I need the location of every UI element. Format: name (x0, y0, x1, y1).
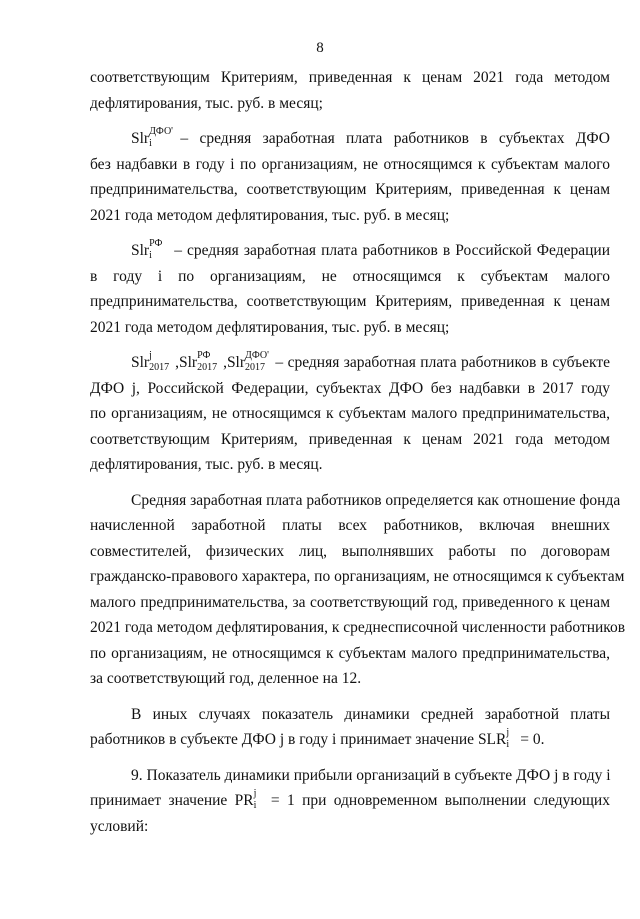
text-fragment: = 1 при одновременном выполнении следующих (263, 792, 610, 809)
symbol-base: Slr (178, 354, 198, 371)
text-line: 2021 года методом дефлятирования, тыс. руб. в месяц; (90, 206, 450, 224)
text-line: соответствующим Критериям, приведенная к ценам 2021 года методом (90, 430, 610, 448)
text-line: дефлятирования, тыс. руб. в месяц. (90, 456, 323, 473)
paragraph-start: В иных случаях показатель динамики средней заработной платы (131, 705, 610, 723)
text-line: предпринимательства, соответствующим Критериям, приведенная к ценам (90, 181, 610, 198)
text-line: за соответствующий год, деленное на 12. (90, 670, 362, 687)
text-line: соответствующим Критериям, приведенная к ценам 2021 года методом (90, 69, 610, 86)
text-fragment: работников в субъекте ДФО j в году i принимает значение (90, 731, 478, 748)
separator: , (223, 354, 227, 371)
definition-slr-dfo (90, 126, 610, 152)
text-line: совместителей, физических лиц, выполнявших работы по договорам (90, 542, 610, 560)
formula-line-slr (90, 727, 610, 753)
symbol-indices (149, 238, 169, 262)
symbol-sup: ДФО' (149, 126, 173, 138)
page-number: 8 (316, 40, 324, 56)
symbol-sup: j (506, 727, 510, 739)
symbol-sub: i (149, 250, 152, 262)
symbol-sup: j (149, 350, 152, 362)
text-line: по организациям, не относящимся к субъектам малого предпринимательства, (90, 405, 610, 422)
text-line: 2021 года методом дефлятирования, тыс. руб. в месяц; (90, 318, 450, 336)
symbol-sup: j (253, 788, 257, 800)
symbol-indices (149, 350, 175, 374)
paragraph-start: 9. Показатель динамики прибыли организаций в субъекте ДФО j в году i (131, 766, 611, 784)
symbol-sub: 2017 (149, 362, 170, 374)
symbol-base: Slr (131, 354, 150, 371)
symbol-sub: i (149, 138, 152, 150)
text-line: без надбавки в году i по организациям, не относящимся к субъектам малого (90, 155, 610, 173)
symbol-sup: РФ (197, 350, 211, 362)
text-line: условий: (90, 817, 149, 835)
text-line: по организациям, не относящимся к субъектам малого предпринимательства, (90, 644, 610, 662)
symbol-indices (197, 350, 223, 374)
definition-text: – средняя заработная плата работников в субъектах ДФО (169, 130, 610, 147)
text-line: малого предпринимательства, за соответствующий год, приведенного к ценам (90, 593, 610, 611)
text-line: дефлятирования, тыс. руб. в месяц; (90, 94, 323, 112)
symbol-base: Slr (226, 354, 246, 371)
paragraph-start: Средняя заработная плата работников определяется как отношение фонда (131, 491, 621, 509)
definition-text: – средняя заработная плата работников в субъекте (271, 354, 610, 371)
symbol-indices (253, 788, 264, 812)
symbol-base: Slr (131, 130, 150, 147)
text-line: начисленной заработной платы всех работников, включая внешних (90, 517, 610, 534)
text-line: в году i по организациям, не относящимся к субъектам малого (90, 267, 610, 285)
document-body (90, 65, 626, 839)
symbol-base: SLR (477, 731, 507, 748)
text-fragment: принимает значение (90, 792, 235, 809)
separator: , (175, 354, 179, 371)
symbol-sub: i (506, 739, 510, 751)
symbol-indices (149, 126, 173, 150)
symbol-base: Slr (131, 242, 150, 259)
symbol-base: PR (234, 792, 254, 809)
text-line: гражданско-правового характера, по организациям, не относящимся к субъектам (90, 568, 625, 585)
symbol-indices (245, 350, 271, 374)
text-line: 2021 года методом дефлятирования, к среднесписочной численности работников (90, 619, 626, 636)
formula-line-pr (90, 788, 610, 814)
symbol-sub: i (253, 800, 257, 812)
symbol-sup: РФ (149, 238, 163, 250)
definition-slr-2017 (90, 350, 610, 376)
definition-slr-rf (90, 238, 610, 264)
symbol-sub: 2017 (245, 362, 266, 374)
text-fragment: = 0. (516, 731, 545, 748)
symbol-sub: 2017 (197, 362, 218, 374)
definition-text: – средняя заработная плата работников в Российской Федерации (169, 242, 610, 259)
text-line: предпринимательства, соответствующим Критериям, приведенная к ценам (90, 293, 610, 310)
symbol-indices (506, 727, 516, 751)
symbol-sup: ДФО' (245, 350, 269, 362)
text-line: ДФО j, Российской Федерации, субъектах ДФО без надбавки в 2017 году (90, 379, 610, 397)
